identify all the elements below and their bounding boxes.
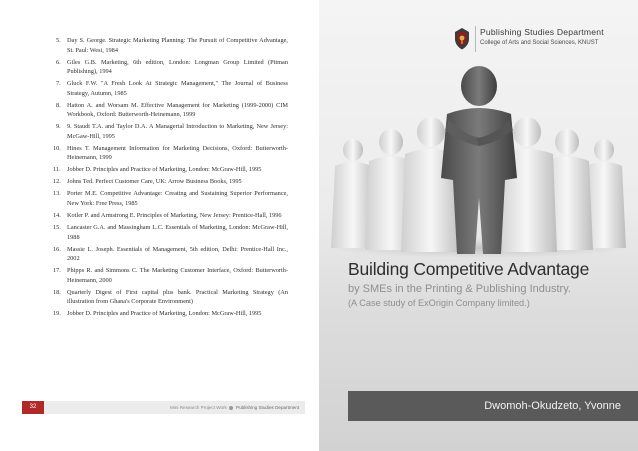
page-footer [22, 401, 305, 414]
reference-item [56, 122, 288, 141]
footer-project-label: Mini Research Project Work [170, 405, 227, 410]
reference-text: Day S. George. Strategic Marketing Planning: The Pursuit of Competitive Advantage, St. Paul: West, 1984 [67, 37, 288, 54]
case-study-note: (A Case study of ExOrigin Company limited.) [348, 298, 530, 308]
reference-number: 12. [53, 178, 61, 186]
reference-number: 16. [53, 245, 61, 253]
reference-item [53, 177, 288, 187]
reference-number: 6. [56, 58, 61, 66]
university-crest-icon [453, 27, 471, 51]
reference-item [56, 101, 288, 120]
reference-item [53, 223, 288, 242]
reference-text: Giles G.B. Marketing, 6th edition, London: Longman Group Limited (Pitman Publishing), 1994 [67, 58, 288, 76]
reference-item [56, 79, 288, 98]
reference-number: 11. [53, 166, 61, 174]
footer-bullet-icon [229, 406, 233, 410]
reference-text: Hatton A. and Worsam M. Effective Management for Marketing (1999-2000) CIM Workbook, Oxford: Butterworth-Heinemann, 1999 [67, 101, 288, 119]
reference-number: 17. [53, 267, 61, 275]
reference-item [56, 58, 288, 77]
reference-text: 9. Staudt T.A. and Taylor D.A. A Managerial Introduction to Marketing, New Jersey: McGaw-Hill, 1995 [67, 123, 288, 140]
reference-number: 19. [53, 310, 61, 318]
reference-item [53, 288, 288, 307]
reference-text: Hines T. Management Information for Marketing Decisions, Oxford: Butterworth-Heinemann, 1999 [67, 144, 288, 162]
reference-number: 18. [53, 288, 61, 296]
reference-number: 5. [56, 37, 61, 44]
author-band [348, 391, 638, 421]
page-number: 32 [22, 401, 44, 414]
reference-text: Massie L. Joseph. Essentials of Management, 5th edition, Delhi: Prentice-Hall Inc., 2002 [67, 245, 288, 263]
reference-item [56, 36, 288, 55]
reference-number: 15. [53, 224, 61, 231]
reference-item [53, 144, 288, 163]
reference-item [53, 266, 288, 285]
reference-text: Porter M.E. Competitive Advantage: Creating and Sustaining Superior Performance, New York: Free Press, 1985 [67, 190, 288, 208]
department-title: Publishing Studies Department [480, 27, 604, 37]
reference-text: Phipps R. and Simmons C. The Marketing Customer Interface, Oxford: Butterworth-Heinemann, 2000 [67, 267, 288, 284]
reference-number: 7. [56, 80, 61, 88]
reference-item [53, 245, 288, 264]
reference-number: 13. [53, 190, 61, 198]
reference-number: 14. [53, 212, 61, 220]
reference-number: 8. [56, 101, 61, 109]
reference-item [53, 165, 288, 175]
reference-text: Johns Ted. Perfect Customer Care, UK: Arrow Business Books, 1995 [67, 178, 242, 186]
reference-item [53, 309, 288, 319]
reference-item [53, 211, 288, 221]
college-subtitle: College of Arts and Social Sciences, KNUST [480, 40, 599, 46]
cover-page [319, 0, 638, 451]
header-divider [475, 26, 476, 52]
cover-subtitle: by SMEs in the Printing & Publishing Industry. [348, 283, 571, 295]
cover-title: Building Competitive Advantage [348, 259, 590, 279]
reference-number: 9. [56, 123, 61, 131]
reference-item [53, 189, 288, 208]
reference-text: Quarterly Digest of First capital plus bank. Practical Marketing Strategy (An illustration from Ghana's Corporate Environment) [67, 288, 288, 306]
reference-text: Lancaster G.A. and Massingham L.C. Essentials of Marketing, London: McGraw-Hill, 1988 [67, 224, 288, 241]
reference-text: Jobber D. Principles and Practice of Marketing, London: McGraw-Hill, 1995 [67, 166, 262, 174]
reference-text: Jobber D. Principles and Practice of Marketing, London: McGraw-Hill, 1995 [67, 310, 262, 318]
leader-and-team-figures-illustration [319, 58, 638, 258]
footer-department-label: Publishing Studies Department [236, 405, 300, 410]
author-name: Dwomoh-Okudzeto, Yvonne [484, 400, 621, 412]
reference-number: 10. [53, 144, 61, 152]
reference-list [53, 36, 288, 321]
reference-text: Kotler P. and Armstrong E. Principles of Marketing, New Jersey: Prentice-Hall, 1996 [67, 212, 282, 220]
reference-text: Gluck F.W. "A Fresh Look At Strategic Management," The Journal of Business Strategy, Autumn, 1985 [67, 80, 288, 97]
